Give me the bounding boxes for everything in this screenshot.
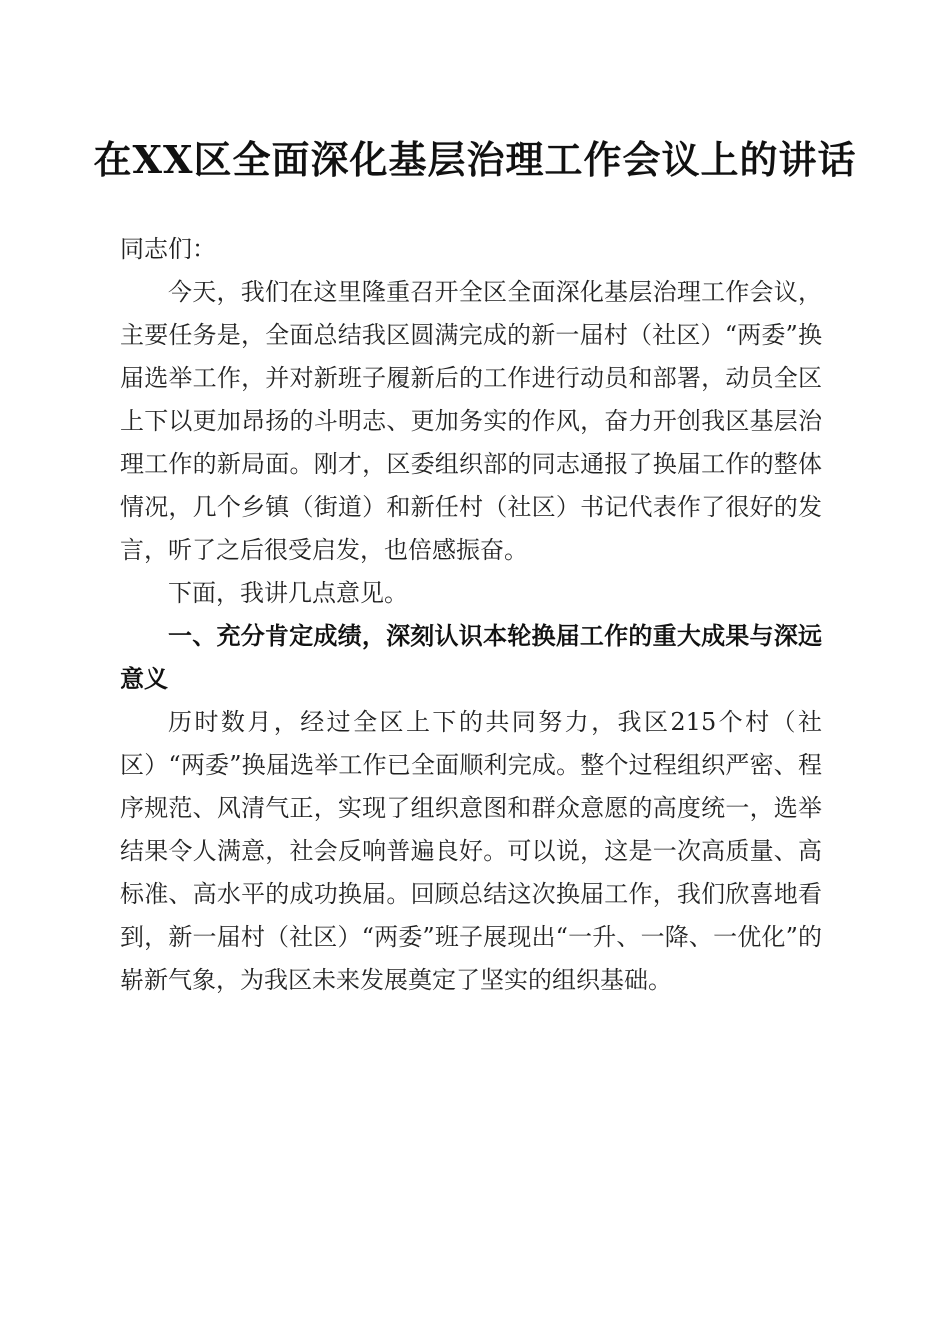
paragraph-achievements: 历时数月，经过全区上下的共同努力，我区215个村（社区）“两委”换届选举工作已全面顺利完成。整个过程组织严密、程序规范、风清气正，实现了组织意图和群众意愿的高度统一，选举结果令人满意，社会反响普遍良好。可以说，这是一次高质量、高标准、高水平的成功换届。回顾总结这次换届工作，我们欣喜地看到，新一届村（社区）“两委”班子展现出“一升、一降、一优化”的崭新气象，为我区未来发展奠定了坚实的组织基础。	[120, 708, 822, 994]
document-body	[120, 228, 822, 1002]
salutation: 同志们：	[120, 235, 216, 263]
document-title: 在XX区全面深化基层治理工作会议上的讲话	[93, 137, 857, 182]
paragraph-transition: 下面，我讲几点意见。	[168, 579, 408, 607]
paragraph-opening: 今天，我们在这里隆重召开全区全面深化基层治理工作会议，主要任务是，全面总结我区圆满完成的新一届村（社区）“两委”换届选举工作，并对新班子履新后的工作进行动员和部署，动员全区上下以更加昂扬的斗明志、更加务实的作风，奋力开创我区基层治理工作的新局面。刚才，区委组织部的同志通报了换届工作的整体情况，几个乡镇（街道）和新任村（社区）书记代表作了很好的发言，听了之后很受启发，也倍感振奋。	[120, 278, 822, 564]
section-heading-1: 一、充分肯定成绩，深刻认识本轮换届工作的重大成果与深远意义	[120, 622, 822, 693]
